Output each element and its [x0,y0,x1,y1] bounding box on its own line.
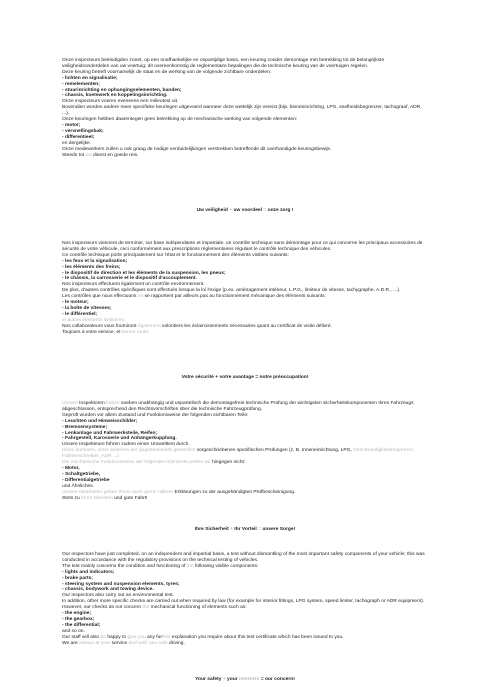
fr-slogan: Votre sécurité + votre avantage = notre préoccupation! [181,375,309,380]
en-item: - chassis, bodywork and towing device. [62,587,154,593]
german-section [62,401,428,501]
fr-mech: Les contrôles que nous effectuons ne se rapportent par ailleurs pas au fonctionnement mécanique des éléments suivants: [62,294,326,300]
fr-mech-item: - le différentiel; [62,311,98,317]
nl-item: - lichten en signalisatie; [62,75,118,81]
fr-env: Nos inspecteurs effectuent également un contrôle environnement. [62,282,205,288]
de-specific: Hinzu kommen, unter anderem der gegebenenfalls gesetzlich vorgeschriebenen spezifischen Prüfungen (z. B. Inneneinrichtung, LPG, Geschwindigkeitsbegrenzer, Fahrtenschreiber, ADR ...). [62,448,415,460]
fr-service: Toujours à votre service, et bonne route. [62,329,150,335]
nl-specific: Bovendien worden andere meer specifieke keuringen uitgevoerd wanneer deze wettelijk zijn vereist (bijv. binneninrichting, LPG, snelheidsbegrenzer, tachograaf, ADR, ...). [62,105,422,117]
en-mech-item: - the differential; [62,622,101,628]
de-item: - Bremsensysteme; [62,424,108,430]
fr-item: - le dispositif de direction et les éléments de la suspension, les pneus; [62,270,226,276]
nl-intro: Onze inspecteurs beëindigden zonet, op een onafhankelijke en onpartijdige basis, een keuring zonder demontage met betrekking tot de belangrijkste veiligheidsonderdelen van uw voertuig; dit overeenkomstig de reglementaire bepalingen die de technische keuring van de voertuigen regelen. [62,58,385,69]
en-service: We are always at your service and wish you safe driving. [62,640,185,646]
en-env: Our inspectors also carry out an environmental test. [62,593,174,599]
de-state: Geprüft wurden vor allem Zustand und Funktionsweise der folgenden sichtbaren Teile: [62,412,249,418]
nl-mech-item: - versnellingsbak; [62,128,104,134]
fr-etc: et autres éléments similaires. [62,317,126,323]
nl-slogan-wrap [62,208,428,214]
de-service: Stets zu Ihren Diensten und gute Fahrt! [62,495,148,501]
de-item: - Fahrgestell, Karosserie und Anhängerkupplung. [62,436,177,442]
nl-mech-item: - differentieel; [62,134,95,140]
de-item: - Leuchten und Hinweisschilder; [62,418,138,424]
en-slogan-wrap [62,677,428,683]
en-item: - steering system and suspension elements, tyres; [62,581,180,587]
french-section [62,241,428,336]
fr-item: - les feux et la signalisation; [62,258,128,264]
de-intro: Unsere Inspektoren haben soeben unabhängig und unparteilsch die demontagefreie technische Prüfung der wichtigsten Sicherheitskomponenten Ihres Fahrzeugs abgeschlossen, entsprechend den Rechtsvorschriften über die technische Fahrzeugprüfung. [62,401,414,412]
nl-item: - remelementen; [62,81,100,87]
fr-state: Ce contrôle technique porte principalement sur l'état et le fonctionnement des éléments visibles suivants: [62,252,289,258]
fr-mech-item: - la boîte de vitesses; [62,305,112,311]
fr-specific: De plus, d'autres contrôles spécifiques sont effectués lorsque la loi l'exige (p.ex. aménagement intérieur, L.P.G., limiteur de vitesse, tachygraphe, A.D.R., ...). [62,288,401,294]
english-section [62,552,428,647]
en-staff: Our staff will also be happy to give you any further explanation you require about this test certificate which has been issued to you. [62,634,344,640]
nl-env: Onze inspecteurs voeren eveneens een milieutest uit. [62,99,179,105]
en-item: - brake parts; [62,575,93,581]
de-staff: Unsere Mitarbeiter geben Ihnen auch gerne nähere Erklärungen zu der ausgehändigten Prüfbescheinigung. [62,489,296,495]
fr-item: - les éléments des freins; [62,264,121,270]
nl-item: - chassis, koetswerk en koppelingsinrichting. [62,93,168,99]
en-item: - lights and indicators; [62,569,115,575]
de-mech: Die mechanische Funktionsweise der folgenden Elemente prüfen wir hingegen nicht: [62,460,246,466]
nl-slogan: Uw veiligheid + uw voordeel = onze zorg ! [196,208,294,213]
en-intro: Our inspectors have just completed, on an independent and impartial basis, a test without dismantling of the most important safety components of your vehicle; this was conducted in accordance with the regulatory provisions on the technical testing of vehicles. [62,552,425,563]
en-specific: In addition, other more specific checks are carried out when required by law (for example for interior fittings, LPG system, speed limiter, tachograph or ADR equipment). [62,599,425,605]
nl-state: Deze keuring betreft voornamelijk de staat en de werking van de volgende zichtbare onderdelen: [62,69,272,75]
nl-etc: en dergelijke. [62,140,92,146]
nl-service: Steeds tot uw dienst en goede reis. [62,152,139,158]
de-etc: und Ähnliches. [62,483,95,489]
de-item: - Lenkanlage und Fahrwerksteile, Reifen; [62,430,158,436]
fr-intro: Nos inspecteurs viennent de terminer, sur base indépendante et impartiale, un contrôle technique sans démontage pour ce qui concerne les principaux accessoires de sécurité de votre véhicule, ceci conformément aux prescriptions réglementaires régulant le contrôle technique des véhicules. [62,241,423,252]
de-mech-item: - Schaltgetriebe, [62,471,101,477]
dutch-section [62,58,428,158]
en-etc: and so on. [62,628,85,634]
nl-mech: Onze keuringen hebben daarentegen geen betrekking op de mechanische werking van volgende elementen: [62,117,298,123]
en-mech: However, our checks do not concern the mechanical functioning of elements such as: [62,605,247,611]
nl-mech-item: - motor; [62,122,81,128]
fr-staff: Nos collaborateurs vous fourniront également volontiers les éclaircissements nécessaires quant au certificat de visite délivré. [62,323,332,329]
fr-mech-item: - le moteur; [62,300,89,306]
de-slogan-wrap [62,527,428,533]
en-mech-item: - the engine; [62,611,92,617]
de-mech-item: - Motor, [62,465,80,471]
en-mech-item: - the gearbox; [62,616,95,622]
fr-slogan-wrap [62,375,428,381]
de-slogan: Ihre Sicherheit + Ihr Vorteil = unsere Sorge! [194,527,296,532]
de-mech-item: - Differentialgetriebe [62,477,110,483]
en-state: The test mainly concerns the condition and functioning of the following visible components: [62,563,259,569]
en-slogan: Your safety + your interests = our concern! [195,677,295,682]
de-env: Unsere Inspekteure führen zudem einen Umwelttest durch. [62,442,190,448]
nl-staff: Onze medewerkers zullen u ook graag de nodige verduidelijkingen verstrekken betreffende dit overhandigde keuringsbewijs. [62,146,332,152]
fr-item: - le châssis, la carrosserie et le dispositif d'accouplement. [62,276,197,282]
nl-item: - stuurinrichting en ophangingselementen, banden; [62,87,182,93]
